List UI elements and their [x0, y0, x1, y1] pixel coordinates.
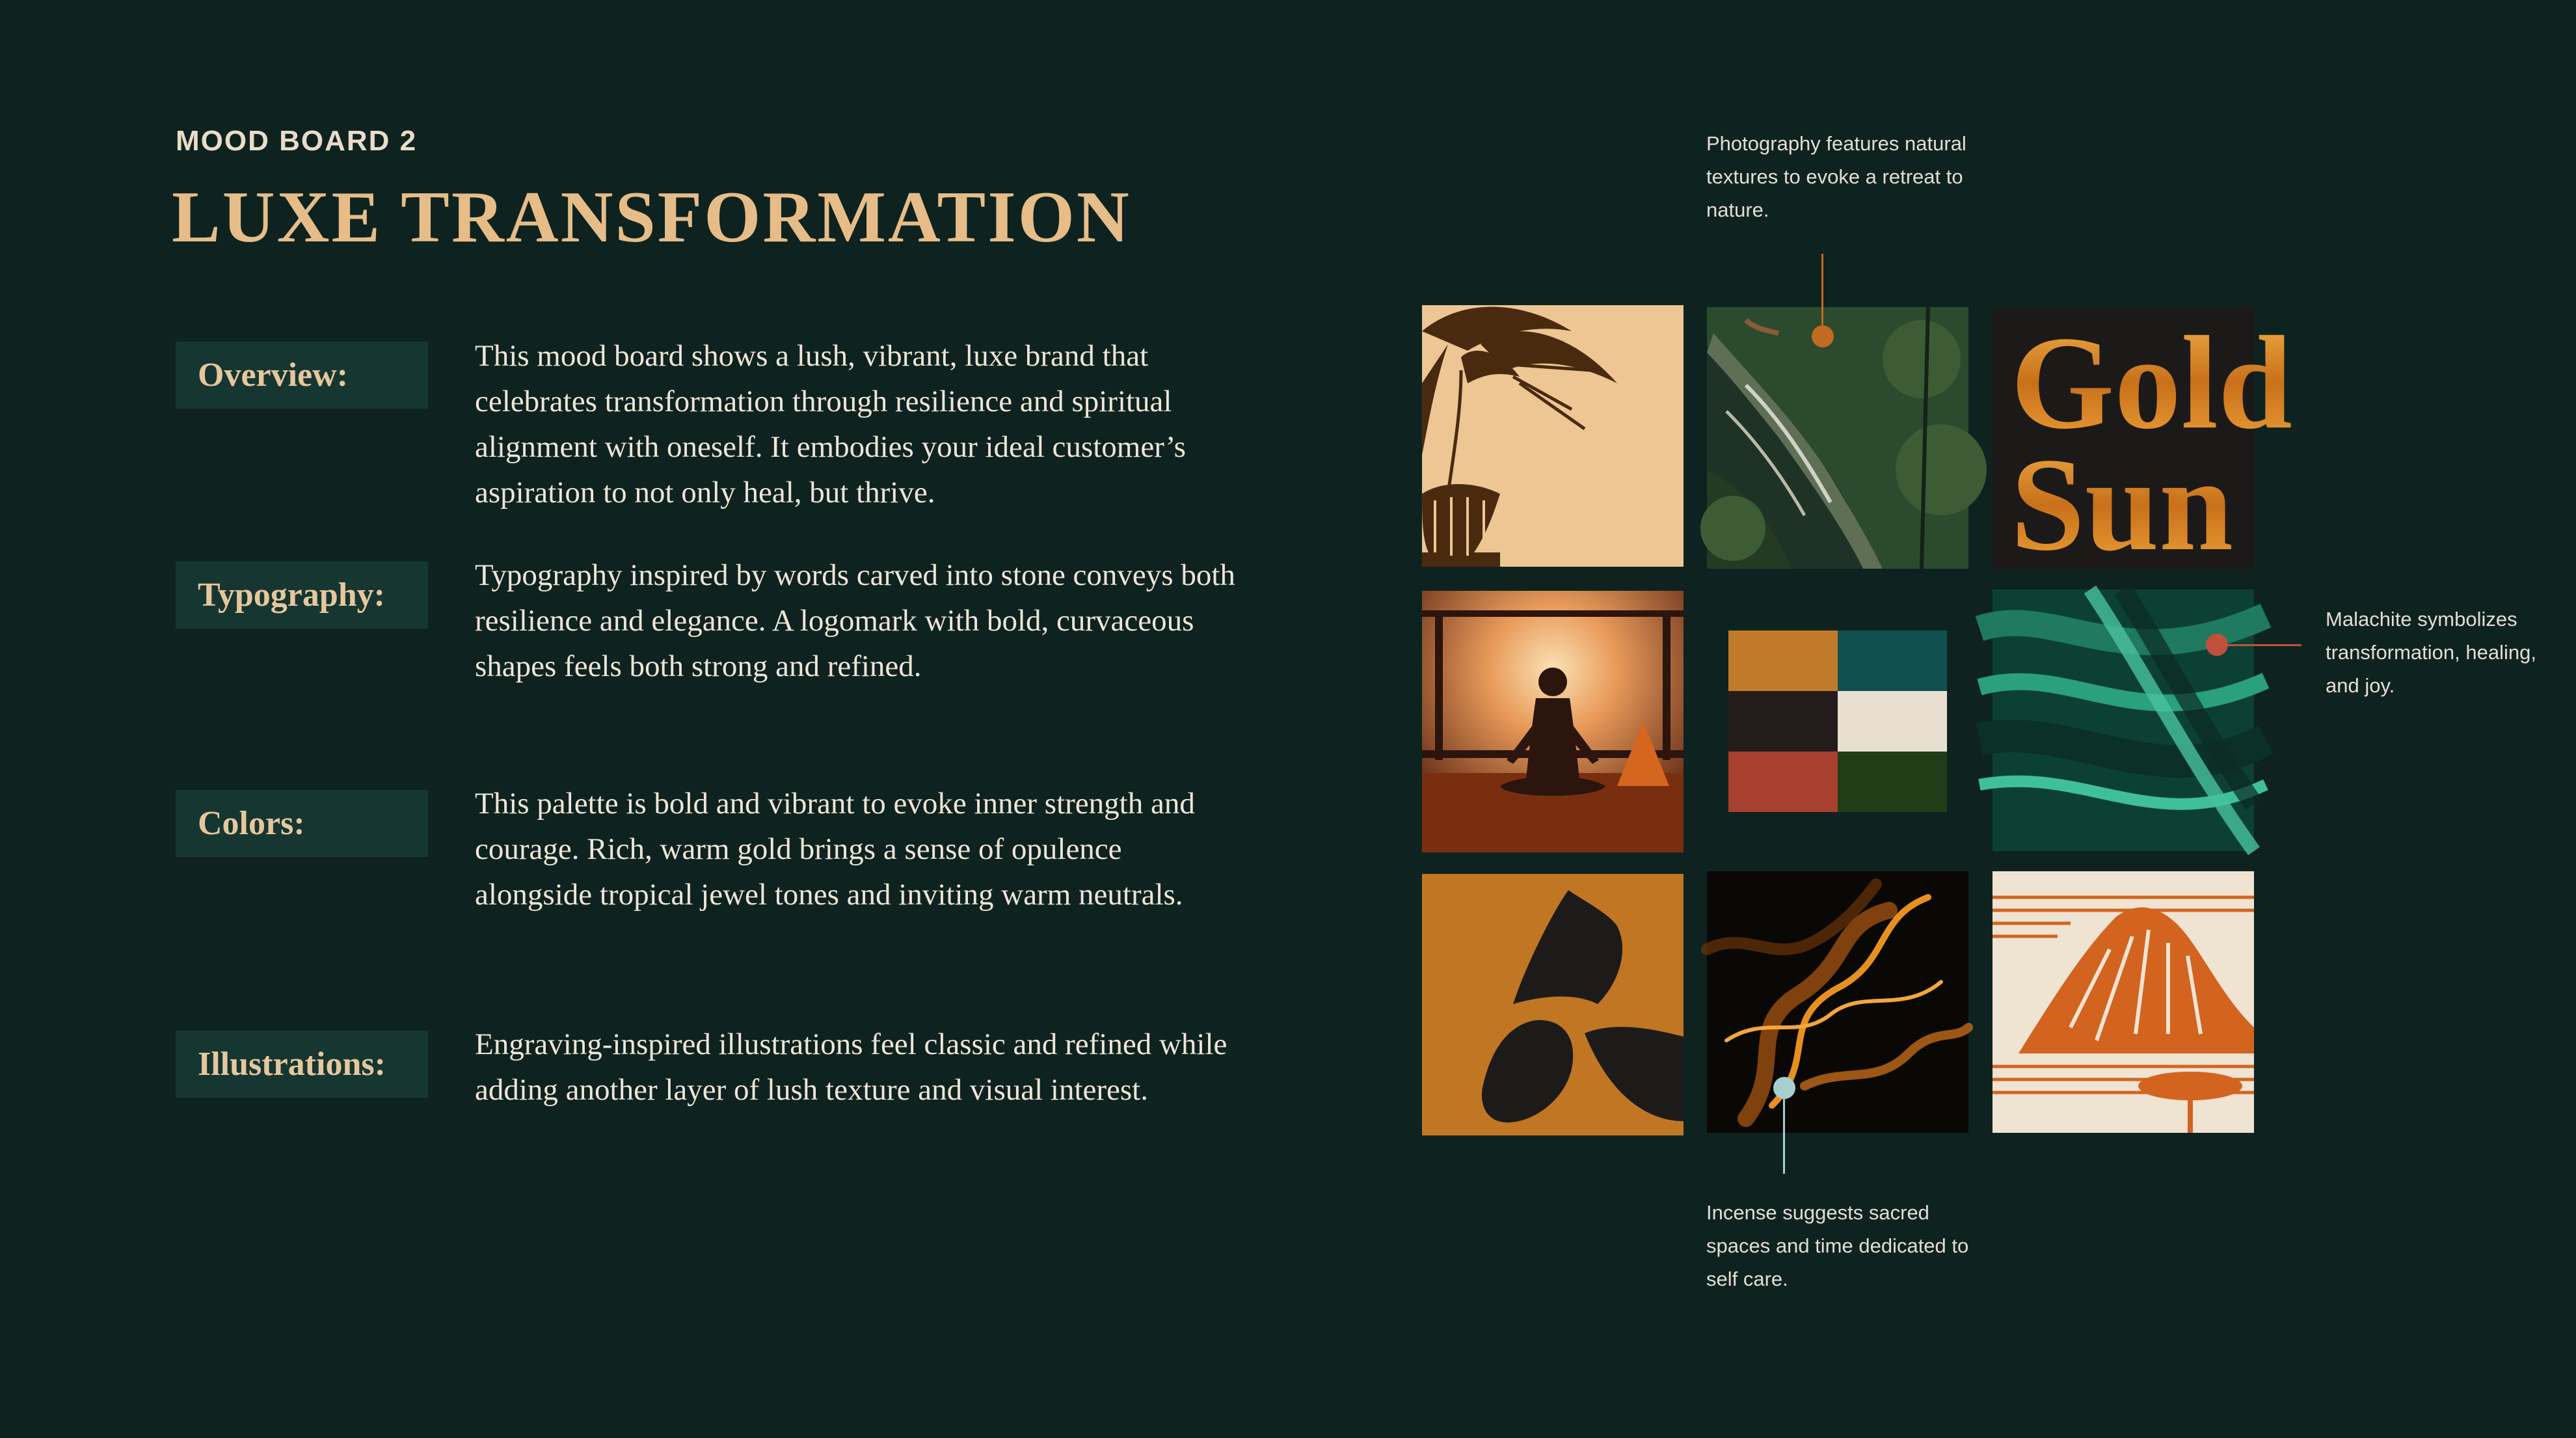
palette-swatch-cream	[1838, 691, 1947, 752]
page-title: LUXE TRANSFORMATION	[172, 177, 1131, 258]
typography-text: Typography inspired by words carved into stone conveys both resilience and elegance. A logomark with bold, curvaceous shapes feels both strong and refined.	[475, 558, 1235, 683]
palette-swatch-forest	[1838, 752, 1947, 812]
page-eyebrow: MOOD BOARD 2	[176, 125, 418, 157]
photography-annotation: Photography features natural textures to evoke a retreat to nature.	[1706, 132, 1966, 221]
incense-callout-line	[1783, 1088, 1785, 1174]
incense-annotation: Incense suggests sacred spaces and time dedicated to self care.	[1706, 1201, 1969, 1290]
overview-label: Overview:	[176, 342, 428, 409]
gold-sun-type-tile	[1992, 307, 2292, 578]
typography-label: Typography:	[176, 562, 428, 629]
incense-smoke-tile	[1707, 871, 1968, 1133]
overview-text: This mood board shows a lush, vibrant, luxe brand that celebrates transformation through resilience and spiritual alignment with oneself. It embodies your ideal customer’s aspiration to not only heal, but thrive.	[475, 339, 1186, 509]
meditation-photo-tile	[1422, 591, 1684, 852]
malachite-annotation: Malachite symbolizes transformation, healing, and joy.	[2326, 608, 2536, 697]
colors-text: This palette is bold and vibrant to evoke inner strength and courage. Rich, warm gold brings a sense of opulence alongside tropical jewel tones and inviting warm neutrals.	[475, 787, 1195, 912]
type-sample-line1: Gold	[2011, 309, 2292, 457]
volcano-engraving-tile	[1992, 871, 2254, 1133]
color-palette	[1728, 631, 1947, 812]
palm-engraving-icon	[1422, 305, 1684, 567]
palette-swatch-charcoal	[1728, 691, 1838, 752]
palette-swatch-rust	[1728, 752, 1838, 812]
illustrations-label: Illustrations:	[176, 1031, 428, 1098]
photography-callout-dot	[1812, 325, 1834, 347]
colors-label: Colors:	[176, 790, 428, 857]
logomark-tile	[1422, 874, 1684, 1135]
illustrations-text: Engraving-inspired illustrations feel classic and refined while adding another layer of lush texture and visual interest.	[475, 1027, 1228, 1107]
palette-swatch-gold	[1728, 631, 1838, 691]
jungle-photo-tile	[1707, 307, 1968, 569]
photography-callout-line	[1821, 254, 1823, 336]
type-sample-line2: Sun	[2011, 431, 2234, 578]
malachite-callout-line	[2217, 644, 2301, 646]
logomark-icon	[1422, 874, 1684, 1135]
malachite-callout-dot	[2206, 634, 2228, 656]
malachite-photo-tile	[1992, 590, 2254, 851]
palette-swatch-teal	[1838, 631, 1947, 691]
palm-engraving-tile	[1422, 305, 1684, 567]
